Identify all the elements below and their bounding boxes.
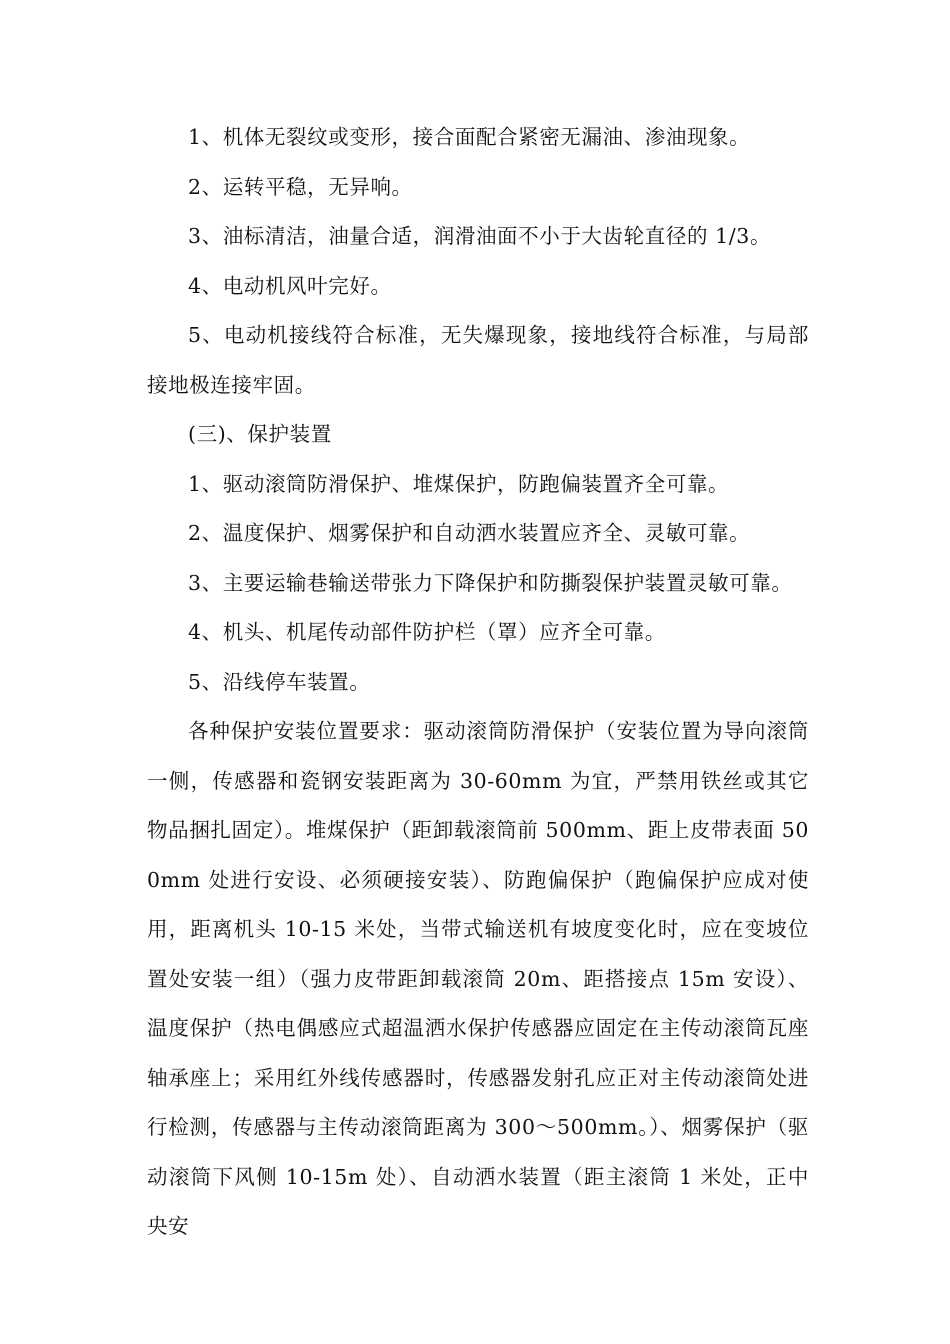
paragraph-protection-item-4: 4、机头、机尾传动部件防护栏（罩）应齐全可靠。: [188, 620, 666, 644]
paragraph-motor-item-4: 4、电动机风叶完好。: [188, 273, 392, 298]
paragraph-reducer-item-2: 2、运转平稳，无异响。: [188, 174, 413, 199]
paragraph-protection-item-5: 5、沿线停车装置。: [188, 669, 371, 694]
paragraph-motor-item-5: 5、电动机接线符合标准，无失爆现象，接地线符合标准，与局部接地极连接牢固。: [147, 323, 809, 397]
paragraph-reducer-item-3: 3、油标清洁，油量合适，润滑油面不小于大齿轮直径的 1/3。: [188, 224, 772, 248]
paragraph-reducer-item-1: 1、机体无裂纹或变形，接合面配合紧密无漏油、渗油现象。: [188, 125, 751, 149]
paragraph-installation-requirements: 各种保护安装位置要求：驱动滚筒防滑保护（安装位置为导向滚筒一侧，传感器和瓷钢安装距离为 30-60mm 为宜，严禁用铁丝或其它物品捆扎固定）。堆煤保护（距卸载滚筒前 500mm、距上皮带表面 500mm 处进行安设、必须硬接安装）、防跑偏保护（跑偏保护应成对使用，距离机头 10-15 米处，当带式输送机有坡度变化时，应在变坡位置处安装一组）（强力皮带距卸载滚筒 20m、距搭接点 15m 安设）、温度保护（热电偶感应式超温洒水保护传感器应固定在主传动滚筒瓦座轴承座上；采用红外线传感器时，传感器发射孔应正对主传动滚筒处进行检测，传感器与主传动滚筒距离为 300～500mm。）、烟雾保护（驱动滚筒下风侧 10-15m 处）、自动洒水装置（距主滚筒 1 米处，正中央安: [147, 719, 809, 1238]
document-body: [147, 113, 809, 1252]
paragraph-protection-item-1: 1、驱动滚筒防滑保护、堆煤保护，防跑偏装置齐全可靠。: [188, 471, 730, 496]
section-heading-protection: (三)、保护装置: [188, 422, 332, 446]
paragraph-protection-item-2: 2、温度保护、烟雾保护和自动洒水装置应齐全、灵敏可靠。: [188, 521, 751, 545]
paragraph-protection-item-3: 3、主要运输巷输送带张力下降保护和防撕裂保护装置灵敏可靠。: [188, 570, 793, 595]
